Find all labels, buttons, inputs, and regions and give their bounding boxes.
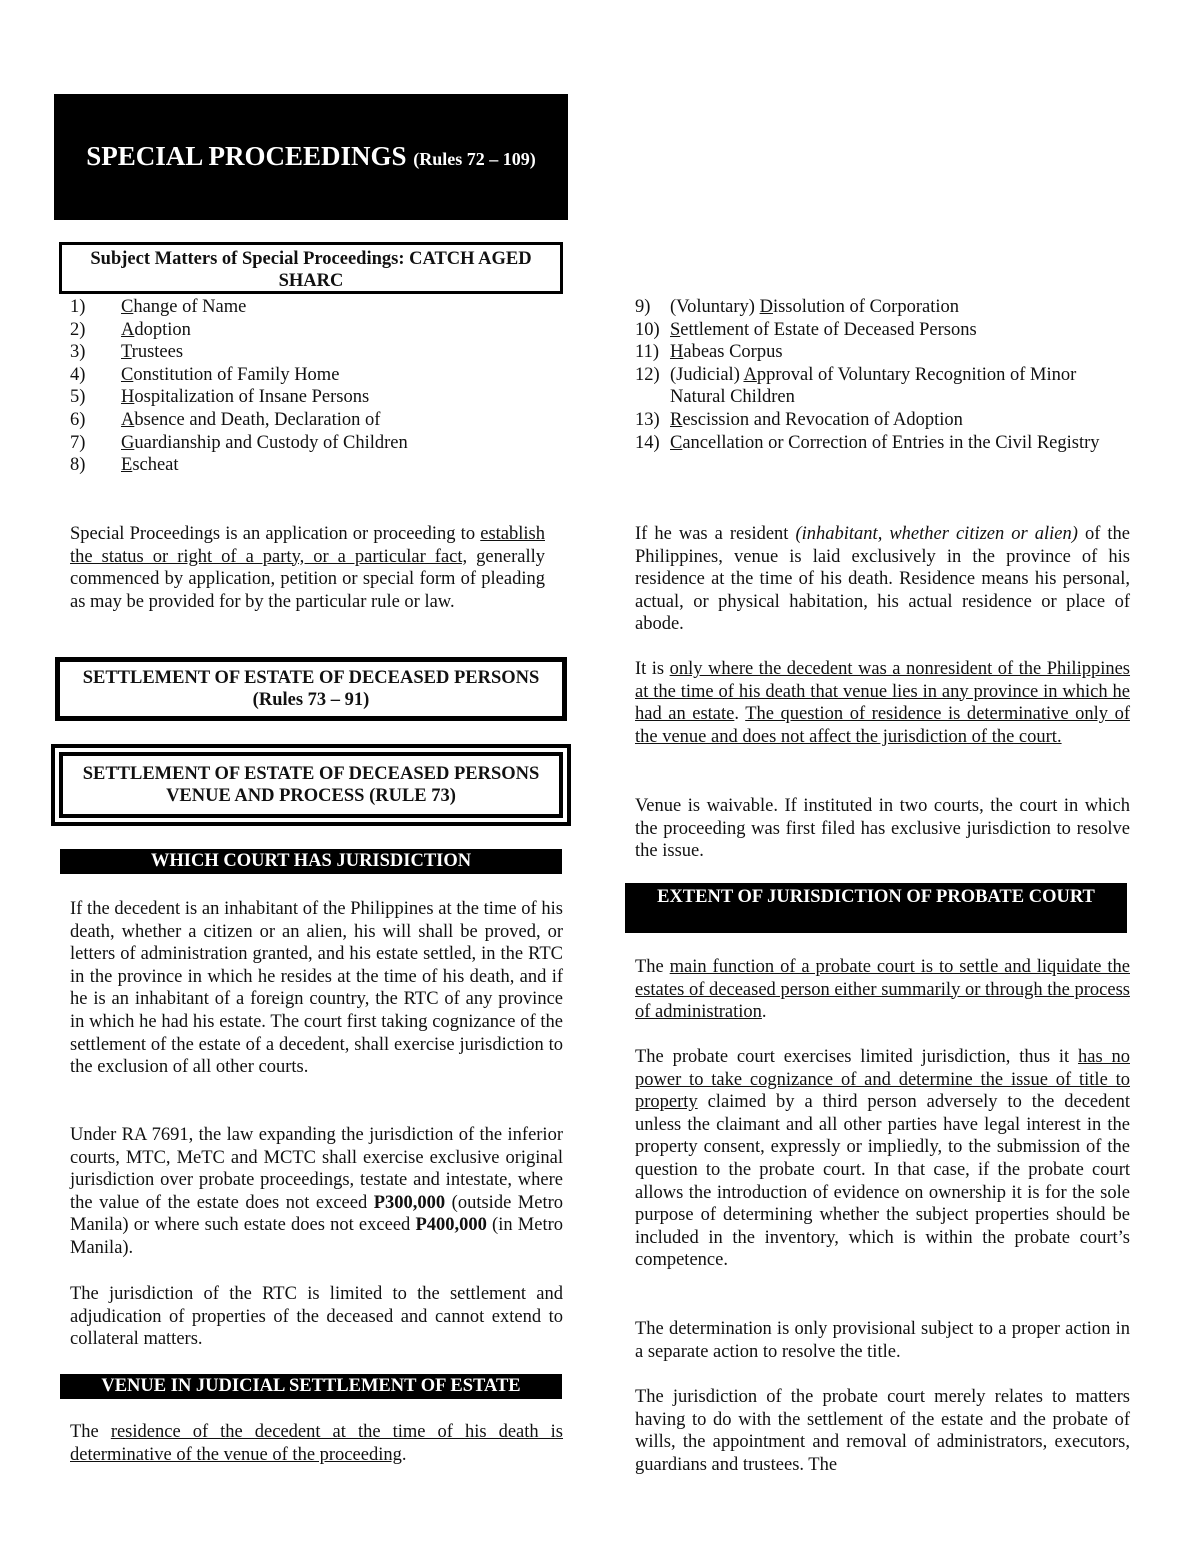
list-item: 11) Habeas Corpus [635, 342, 783, 363]
venue-paragraph: The residence of the decedent at the time of his death is determinative of the venue of the proceeding. [70, 1422, 564, 1465]
list-item: 3) Trustees [70, 342, 184, 363]
list-item: 8) Escheat [70, 455, 179, 476]
venue-process-heading: SETTLEMENT OF ESTATE OF DECEASED PERSONS VENUE AND PROCESS (RULE 73) [82, 764, 540, 806]
list-item: 10) Settlement of Estate of Deceased Persons [635, 319, 977, 340]
ra7691-paragraph: Under RA 7691, the law expanding the jurisdiction of the inferior courts, MTC, MeTC and MCTC shall exercise exclusive original jurisdiction over probate proceedings, testate and intestate, where the value of the estate does not exceed P300,000 (outside Metro Manila) or where such estate does not exceed P400,000 (in Metro Manila). [70, 1125, 563, 1258]
venue-process-heading-box [51, 744, 571, 826]
extent-heading: EXTENT OF JURISDICTION OF PROBATE COURT [625, 883, 1127, 933]
settlement-heading: SETTLEMENT OF ESTATE OF DECEASED PERSONS (Rules 73 – 91) [82, 668, 540, 710]
list-item: 14) Cancellation or Correction of Entries in the Civil Registry [635, 432, 1100, 453]
subject-matters-heading: Subject Matters of Special Proceedings: CATCH AGED SHARC [90, 249, 532, 291]
provisional-paragraph: The determination is only provisional subject to a proper action in a separate action to resolve the title. [635, 1319, 1130, 1362]
title-rules-range: (Rules 72 – 109) [413, 148, 536, 169]
title-main: SPECIAL PROCEEDINGS [86, 140, 407, 171]
jurisdiction-paragraph: If the decedent is an inhabitant of the Philippines at the time of his death, whether a citizen or an alien, his will shall be proved, or letters of administration granted, and his estate settled, in the RTC in the province in which he resides at the time of his death, and if he is an inhabitant of a foreign country, the RTC of any province in which he had his estate. The court first taking cognizance of the settlement of the estate of a decedent, shall exercise jurisdiction to the exclusion of all other courts. [70, 899, 563, 1078]
list-item: 4) Constitution of Family Home [70, 364, 340, 385]
list-item: 5) Hospitalization of Insane Persons [70, 387, 370, 408]
main-function-paragraph: The main function of a probate court is to settle and liquidate the estates of deceased person either summarily or through the process of administration. [635, 957, 1130, 1023]
list-item: 1) Change of Name [70, 297, 247, 317]
list-item: 12) (Judicial) Approval of Voluntary Recognition of Minor Natural Children [635, 364, 1077, 408]
definition-paragraph: Special Proceedings is an application or proceeding to establish the status or right of a party, or a particular fact, generally commenced by application, petition or special form of pleading as may be provided for by the particular rule or law. [70, 524, 545, 612]
subject-list-left [70, 296, 550, 477]
rtc-limit-paragraph: The jurisdiction of the RTC is limited to the settlement and adjudication of properties of the deceased and cannot extend to collateral matters. [70, 1284, 563, 1350]
document-title [56, 139, 566, 176]
waivable-paragraph: Venue is waivable. If instituted in two courts, the court in which the proceeding was first filed has exclusive jurisdiction to resolve the issue. [635, 796, 1130, 862]
jurisdiction-heading: WHICH COURT HAS JURISDICTION [60, 849, 562, 874]
list-item: 9) (Voluntary) Dissolution of Corporation [635, 297, 959, 317]
relates-paragraph: The jurisdiction of the probate court merely relates to matters having to do with the settlement of the estate and the probate of wills, the appointment and removal of administrators, executors, guardians and trustees. The [635, 1387, 1130, 1475]
subject-matters-heading-box [59, 242, 563, 294]
nonresident-paragraph: It is only where the decedent was a nonresident of the Philippines at the time of his death that venue lies in any province in which he had an estate. The question of residence is determinative only of the venue and does not affect the jurisdiction of the court. [635, 659, 1131, 747]
document-title-banner [54, 94, 568, 220]
list-item: 13) Rescission and Revocation of Adoption [635, 409, 963, 430]
list-item: 2) Adoption [70, 319, 191, 340]
subject-list-right [635, 296, 1130, 454]
list-item: 6) Absence and Death, Declaration of [70, 409, 381, 430]
venue-heading: VENUE IN JUDICIAL SETTLEMENT OF ESTATE [60, 1374, 562, 1399]
resident-paragraph: If he was a resident (inhabitant, whether citizen or alien) of the Philippines, venue is laid exclusively in the province of his residence at the time of his death. Residence means his personal, actual, or physical habitation, his actual residence or place of abode. [635, 524, 1130, 635]
list-item: 7) Guardianship and Custody of Children [70, 432, 408, 453]
settlement-heading-box [55, 657, 567, 721]
limited-jurisdiction-paragraph: The probate court exercises limited jurisdiction, thus it has no power to take cognizance of and determine the issue of title to property claimed by a third person adversely to the decedent unless the claimant and all other parties have legal interest in the property consent, expressly or impliedly, to the submission of the question to the probate court. In that case, if the probate court allows the introduction of evidence on ownership it is for the sole purpose of determining whether the subject properties should be included in the inventory, which is within the probate court’s competence. [635, 1047, 1130, 1271]
